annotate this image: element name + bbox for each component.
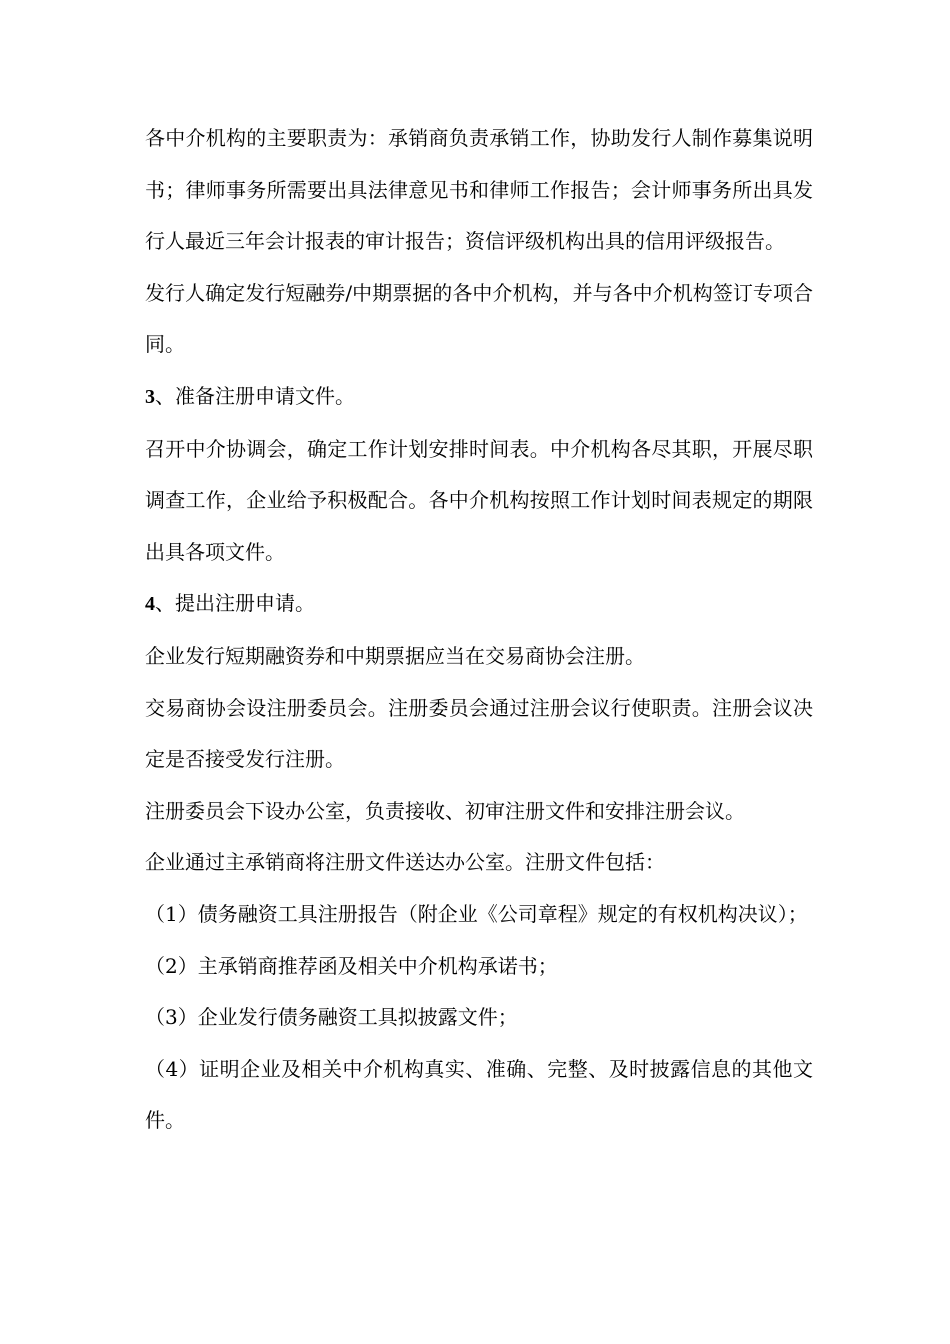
document-body xyxy=(145,113,813,1147)
list-item-3: （3）企业发行债务融资工具拟披露文件； xyxy=(145,1005,518,1030)
section-title: 、准备注册申请文件。 xyxy=(155,383,355,408)
paragraph-submission-documents: 企业通过主承销商将注册文件送达办公室。注册文件包括： xyxy=(145,850,665,875)
list-item-2: （2）主承销商推荐函及相关中介机构承诺书； xyxy=(145,953,558,978)
paragraph-coordination-meeting: 召开中介协调会，确定工作计划安排时间表。中介机构各尽其职，开展尽职调查工作，企业给予积极配合。各中介机构按照工作计划时间表规定的期限出具各项文件。 xyxy=(145,436,813,564)
paragraph-intermediary-duties: 各中介机构的主要职责为：承销商负责承销工作，协助发行人制作募集说明书；律师事务所需要出具法律意见书和律师工作报告；会计师事务所出具发行人最近三年会计报表的审计报告；资信评级机构出具的信用评级报告。 xyxy=(145,126,813,254)
paragraph-registration-requirement: 企业发行短期融资券和中期票据应当在交易商协会注册。 xyxy=(145,643,645,668)
paragraph-determine-intermediaries: 发行人确定发行短融券/中期票据的各中介机构，并与各中介机构签订专项合同。 xyxy=(145,280,813,357)
section-number: 3 xyxy=(145,385,155,408)
section-number: 4 xyxy=(145,593,155,616)
paragraph-committee-office: 注册委员会下设办公室，负责接收、初审注册文件和安排注册会议。 xyxy=(145,798,745,823)
section-title: 、提出注册申请。 xyxy=(155,591,315,616)
section-heading-submit-application xyxy=(145,578,813,631)
list-item-1: （1）债务融资工具注册报告（附企业《公司章程》规定的有权机构决议）； xyxy=(145,901,808,926)
paragraph-registration-committee: 交易商协会设注册委员会。注册委员会通过注册会议行使职责。注册会议决定是否接受发行注册。 xyxy=(145,695,813,772)
list-item-4: （4）证明企业及相关中介机构真实、准确、完整、及时披露信息的其他文件。 xyxy=(145,1056,813,1133)
section-heading-prepare-documents xyxy=(145,371,813,424)
